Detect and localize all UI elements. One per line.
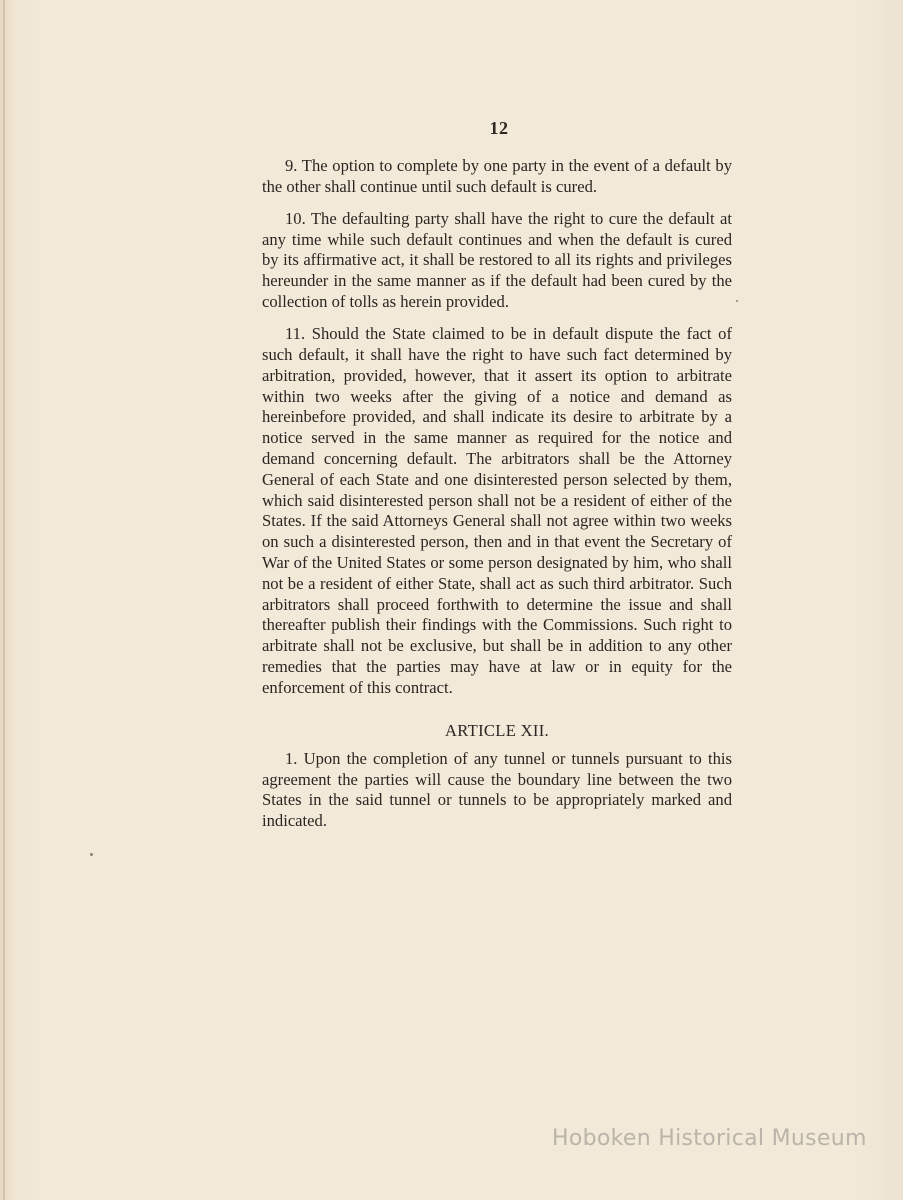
article-heading: ARTICLE XII.: [445, 720, 549, 740]
article-xii-paragraph-1: 1. Upon the completion of any tunnel or tunnels pursuant to this agreement the parties will cause the boundary line between the two States in the said tunnel or tunnels to be appropriately marked and indicated.: [262, 749, 732, 830]
paragraph-11: 11. Should the State claimed to be in default dispute the fact of such default, it shall have the right to have such fact determined by arbitration, provided, however, that it assert its option to arbitrate within two weeks after the giving of a notice and demand as hereinbefore provided, and shall indicate its desire to arbitrate by a notice served in the same manner as required for the notice and demand concerning default. The arbitrators shall be the Attorney General of each State and one disinterested person selected by them, which said disinterested person shall not be a resident of either of the States. If the said Attorneys General shall not agree within two weeks on such a disinterested person, then and in that event the Secretary of War of the United States or some person designated by him, who shall not be a resident of either State, shall act as such third arbitrator. Such arbitrators shall proceed forthwith to determine the issue and shall thereafter publish their findings with the Commissions. Such right to arbitrate shall not be exclusive, but shall be in addition to any other remedies that the parties may have at law or in equity for the enforcement of this contract.: [262, 324, 732, 697]
paragraph-9: 9. The option to complete by one party in the event of a default by the other shall continue until such default is cured.: [262, 156, 732, 196]
paper-speck: [736, 300, 738, 302]
paragraph-10: 10. The defaulting party shall have the right to cure the default at any time while such default continues and when the default is cured by its affirmative act, it shall be restored to all its rights and privileges hereunder in the same manner as if the default had been cured by the collection of tolls as herein provided.: [262, 209, 732, 311]
page-left-edge: [3, 0, 5, 1200]
watermark: Hoboken Historical Museum: [552, 1126, 867, 1151]
body-text: [262, 156, 732, 843]
paper-speck: [90, 853, 93, 856]
page-number: 12: [489, 118, 509, 138]
